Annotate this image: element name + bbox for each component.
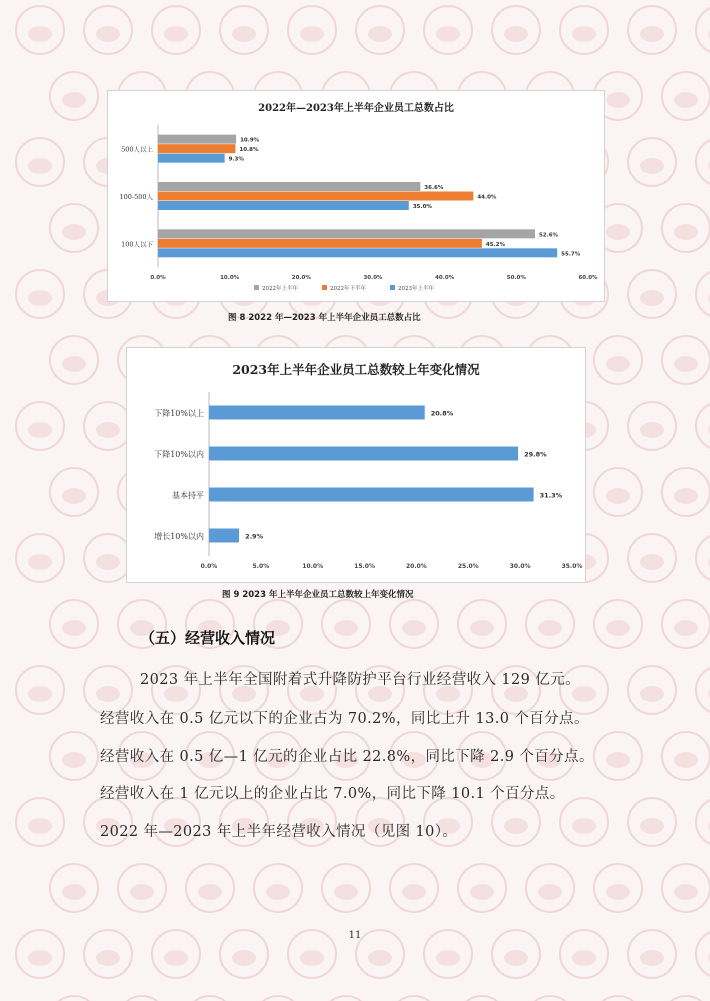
legend-swatch (322, 285, 327, 290)
watermark-emblem (606, 884, 630, 900)
data-label: 45.2% (485, 241, 506, 248)
watermark-ring (526, 996, 574, 1001)
watermark-ring (696, 270, 710, 318)
x-tick-label: 25.0% (457, 563, 479, 570)
watermark-emblem (96, 950, 120, 966)
watermark-ring (696, 534, 710, 582)
category-label: 下降10%以内 (154, 450, 204, 459)
watermark-ring (696, 402, 710, 450)
watermark-ring (50, 996, 98, 1001)
watermark-emblem (640, 422, 664, 438)
watermark-emblem (470, 884, 494, 900)
watermark-emblem (266, 884, 290, 900)
bar (209, 406, 425, 420)
data-label: 10.8% (239, 147, 259, 154)
watermark-emblem (232, 26, 256, 42)
bar (158, 229, 535, 238)
section-heading: （五）经营收入情况 (140, 629, 276, 647)
watermark-emblem (640, 554, 664, 570)
chart-employee-share (107, 90, 605, 302)
chart-title: 2022年—2023年上半年企业员工总数占比 (258, 103, 454, 114)
bar (158, 144, 235, 153)
watermark-emblem (300, 950, 324, 966)
watermark-emblem (504, 26, 528, 42)
watermark-emblem (402, 620, 426, 636)
watermark-emblem (606, 488, 630, 504)
data-label: 55.7% (561, 251, 581, 258)
watermark-emblem (164, 950, 188, 966)
watermark-ring (696, 666, 710, 714)
legend-label: 2023年上半年 (398, 286, 434, 292)
watermark-emblem (300, 26, 324, 42)
watermark-emblem (62, 92, 86, 108)
paragraph-line: 经营收入在 0.5 亿元以下的企业占为 70.2%，同比上升 13.0 个百分点。 (100, 711, 589, 727)
chart-title: 2023年上半年企业员工总数较上年变化情况 (232, 362, 480, 377)
data-label: 44.0% (477, 194, 497, 201)
data-label: 52.6% (538, 232, 559, 239)
watermark-emblem (674, 488, 698, 504)
watermark-emblem (28, 158, 52, 174)
watermark-emblem (96, 422, 120, 438)
watermark-emblem (164, 26, 188, 42)
watermark-emblem (62, 488, 86, 504)
watermark-emblem (572, 26, 596, 42)
watermark-emblem (96, 26, 120, 42)
watermark-ring (118, 996, 166, 1001)
data-label: 9.3% (228, 156, 244, 163)
watermark-emblem (674, 752, 698, 768)
x-tick-label: 15.0% (354, 563, 375, 570)
watermark-emblem (368, 950, 392, 966)
data-label: 35.0% (412, 204, 432, 210)
watermark-emblem (606, 224, 630, 240)
watermark-emblem (28, 26, 52, 42)
watermark-emblem (28, 290, 52, 306)
data-label: 10.9% (240, 137, 260, 144)
watermark-emblem (640, 158, 664, 174)
watermark-emblem (674, 224, 698, 240)
x-tick-label: 40.0% (435, 275, 455, 281)
watermark-emblem (62, 884, 86, 900)
x-tick-label: 30.0% (363, 275, 383, 281)
watermark-emblem (28, 818, 52, 834)
data-label: 20.8% (430, 409, 454, 418)
watermark-emblem (640, 818, 664, 834)
watermark-emblem (674, 92, 698, 108)
watermark-emblem (28, 422, 52, 438)
bar (158, 248, 557, 257)
bar (158, 182, 420, 191)
x-tick-label: 10.0% (220, 275, 240, 281)
watermark-ring (594, 996, 642, 1001)
bar (209, 529, 239, 543)
category-label: 100-500人 (119, 193, 153, 201)
watermark-emblem (572, 950, 596, 966)
bar (209, 488, 534, 502)
category-label: 基本持平 (172, 491, 204, 500)
x-tick-label: 5.0% (252, 563, 270, 570)
watermark-emblem (334, 620, 358, 636)
x-tick-label: 35.0% (561, 563, 583, 570)
bar (158, 135, 236, 144)
paragraph-line: 2022 年—2023 年上半年经营收入情况（见图 10）。 (100, 824, 458, 840)
x-tick-label: 30.0% (509, 563, 531, 570)
watermark-emblem (62, 356, 86, 372)
watermark-ring (186, 996, 234, 1001)
watermark-emblem (640, 950, 664, 966)
category-label: 增长10%以内 (154, 532, 204, 541)
watermark-emblem (674, 620, 698, 636)
paragraph-line: 经营收入在 1 亿元以上的企业占比 7.0%，同比下降 10.1 个百分点。 (100, 786, 565, 802)
figure9-caption: 图 9 2023 年上半年企业员工总数较上年变化情况 (222, 590, 414, 600)
watermark-emblem (606, 356, 630, 372)
watermark-emblem (62, 620, 86, 636)
watermark-ring (458, 996, 506, 1001)
category-label: 500人以上 (121, 145, 153, 154)
bar (158, 192, 473, 201)
paragraph-line: 经营收入在 0.5 亿—1 亿元的企业占比 22.8%，同比下降 2.9 个百分点。 (100, 749, 594, 765)
x-tick-label: 0.0% (150, 275, 166, 281)
watermark-emblem (62, 752, 86, 768)
watermark-emblem (96, 554, 120, 570)
watermark-ring (322, 996, 370, 1001)
watermark-emblem (538, 884, 562, 900)
watermark-emblem (96, 686, 120, 702)
watermark-ring (390, 996, 438, 1001)
watermark-ring (254, 996, 302, 1001)
watermark-emblem (368, 26, 392, 42)
watermark-emblem (28, 950, 52, 966)
watermark-emblem (28, 686, 52, 702)
legend-label: 2022年上半年 (262, 286, 298, 292)
watermark-emblem (436, 26, 460, 42)
watermark-emblem (470, 620, 494, 636)
bar (158, 239, 482, 248)
chart-employee-change (126, 347, 586, 583)
category-label: 100人以下 (121, 240, 153, 249)
watermark-emblem (606, 620, 630, 636)
watermark-ring (696, 138, 710, 186)
watermark-emblem (640, 26, 664, 42)
chart-employee-share-svg (108, 91, 604, 301)
page-number: 11 (348, 930, 362, 941)
watermark-emblem (232, 950, 256, 966)
watermark-ring (696, 798, 710, 846)
x-tick-label: 0.0% (200, 563, 218, 570)
watermark-ring (696, 6, 710, 54)
watermark-emblem (674, 884, 698, 900)
legend-swatch (254, 285, 259, 290)
watermark-emblem (402, 884, 426, 900)
x-tick-label: 60.0% (578, 275, 598, 281)
watermark-emblem (640, 290, 664, 306)
watermark-emblem (198, 884, 222, 900)
watermark-emblem (62, 224, 86, 240)
x-tick-label: 20.0% (291, 275, 311, 281)
bar (158, 201, 409, 210)
watermark-emblem (130, 884, 154, 900)
watermark-ring (662, 996, 710, 1001)
watermark-emblem (674, 356, 698, 372)
data-label: 36.6% (424, 185, 444, 191)
category-label: 下降10%以上 (154, 409, 204, 418)
x-tick-label: 50.0% (506, 275, 526, 281)
legend-label: 2022年下半年 (330, 286, 366, 292)
watermark-emblem (436, 950, 460, 966)
watermark-emblem (538, 620, 562, 636)
legend-swatch (390, 285, 395, 290)
watermark-emblem (334, 884, 358, 900)
data-label: 29.8% (524, 450, 547, 459)
paragraph-line: 2023 年上半年全国附着式升降防护平台行业经营收入 129 亿元。 (140, 672, 581, 688)
figure8-caption: 图 8 2022 年—2023 年上半年企业员工总数占比 (228, 313, 421, 323)
watermark-emblem (606, 92, 630, 108)
x-tick-label: 20.0% (406, 563, 427, 570)
bar (209, 447, 518, 461)
watermark-emblem (504, 950, 528, 966)
watermark-emblem (28, 554, 52, 570)
data-label: 31.3% (539, 491, 563, 500)
chart-employee-change-svg (127, 348, 585, 582)
data-label: 2.9% (245, 532, 264, 541)
x-tick-label: 10.0% (302, 563, 324, 570)
bar (158, 154, 225, 163)
